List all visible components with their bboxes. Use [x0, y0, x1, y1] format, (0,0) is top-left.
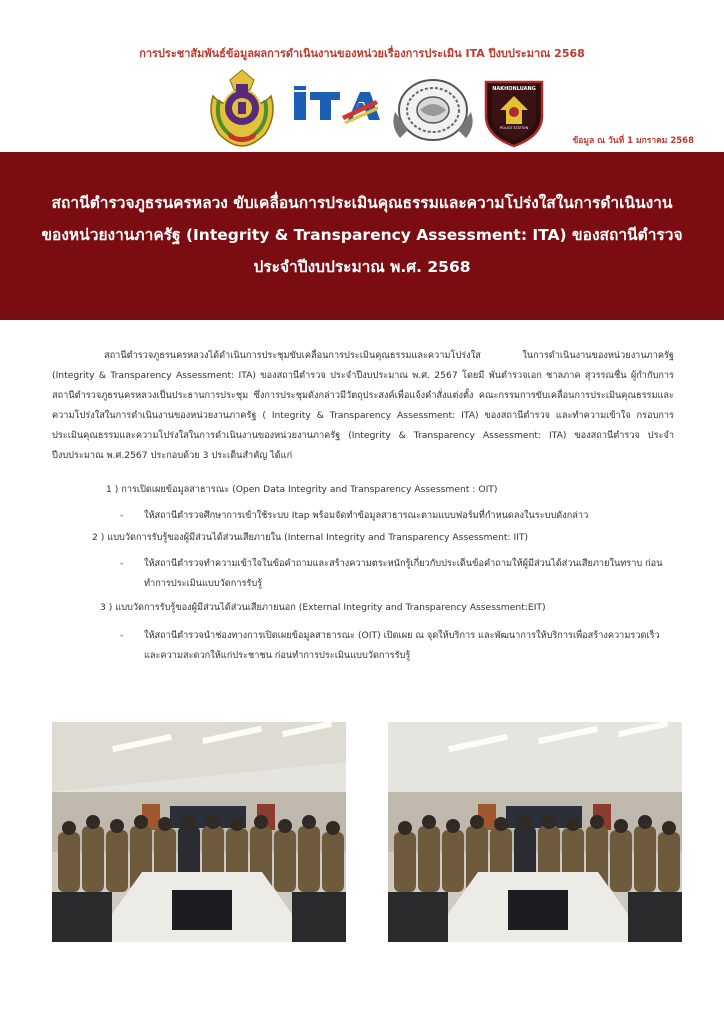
item-1-bullet [120, 506, 676, 526]
nakhonluang-police-badge [482, 76, 546, 148]
intro-paragraph: สถานีตำรวจภูธรนครหลวงได้ดำเนินการประชุมขับเคลื่อนการประเมินคุณธรรมและความโปร่งใส ในการดำเนินงานของหน่วยงานภาครัฐ (Integrity & Transparency Assessment: ITA) ของสถานีตำรวจ ประจำปีงบประมาณ พ.ศ. 2567 โดยมี พันตำรวจเอก ชาลภาค สุวรรณชื่น ผู้กำกับการสถานีตำรวจภูธรนครหลวงเป็นประธานการประชุม ซึ่งการประชุมดังกล่าวมีวัตถุประสงค์เพื่อแจ้งคำสั่งแต่งตั้ง คณะกรรมการขับเคลื่อนการประเมินคุณธรรมและความโปร่งใสในการดำเนินงานของหน่วยงานภาครัฐ ( Integrity & Transparency Assessment: ITA) ของสถานีตำรวจ และทำความเข้าใจ กรอบการประเมินคุณธรรมและความโปร่งใสในการดำเนินงานของหน่วยงานภาครัฐ (Integrity & Transparency Assessment: ITA) ของสถานีตำรวจ ประจำปีงบประมาณ พ.ศ.2567 ประกอบด้วย 3 ประเด็นสำคัญ ได้แก่ [52, 350, 674, 461]
banner-line-2: ของหน่วยงานภาครัฐ (Integrity & Transparency Assessment: ITA) ของสถานีตำรวจ [41, 226, 683, 244]
badge-bottom-text: POLICE STATION [499, 126, 529, 130]
badge-top-text: NAKHONLUANG [492, 86, 536, 92]
item-2-bullet [120, 554, 676, 594]
header-title: การประชาสัมพันธ์ข้อมูลผลการดำเนินงานของหน่วยเรื่องการประเมิน ITA ปีงบประมาณ 2568 [139, 47, 585, 60]
item-3-bullet [120, 626, 676, 666]
item-2-heading: 2 ) แบบวัดการรับรู้ของผู้มีส่วนได้ส่วนเสียภายใน (Internal Integrity and Transparency Assessment: IIT) [92, 532, 529, 543]
item-1-bullet-text: ให้สถานีตำรวจศึกษาการเข้าใช้ระบบ Itap พร้อมจัดทำข้อมูลสาธารณะตามแบบฟอร์มที่กำหนดลงในระบบดังกล่าว [144, 510, 589, 521]
item-2-bullet-text: ให้สถานีตำรวจทำความเข้าใจในข้อคำถามและสร้างความตระหนักรู้เกี่ยวกับประเด็นข้อคำถามให้ผู้มีส่วนได้ส่วนเสียภายในทราบ ก่อนทำการประเมินแบบวัดการรับรู้ [144, 558, 663, 589]
meeting-photo-right [388, 722, 682, 942]
ita-logo [292, 86, 380, 126]
banner-line-1: สถานีตำรวจภูธรนครหลวง ขับเคลื่อนการประเมินคุณธรรมและความโปร่งใสในการดำเนินงาน [51, 194, 673, 212]
item-1-heading: 1 ) การเปิดเผยข้อมูลสาธารณะ (Open Data Integrity and Transparency Assessment : OIT) [106, 484, 498, 495]
meeting-photo-left [52, 722, 346, 942]
item-3-heading: 3 ) แบบวัดการรับรู้ของผู้มีส่วนได้ส่วนเสียภายนอก (External Integrity and Transparency Assessment:EIT) [100, 602, 546, 613]
bullet-dash: - [120, 630, 124, 641]
bullet-dash: - [120, 558, 124, 569]
banner-line-3: ประจำปีงบประมาณ พ.ศ. 2568 [253, 258, 471, 276]
date-note: ข้อมูล ณ วันที่ 1 มกราคม 2568 [572, 136, 694, 146]
bullet-dash: - [120, 510, 124, 521]
department-seal-logo [390, 74, 476, 144]
item-3-bullet-text: ให้สถานีตำรวจนำช่องทางการเปิดเผยข้อมูลสาธารณะ (OIT) เปิดเผย ณ จุดให้บริการ และพัฒนาการให้บริการเพื่อสร้างความรวดเร็วและความสะดวกให้แก่ประชาชน ก่อนทำการประเมินแบบวัดการรับรู้ [144, 630, 660, 661]
banner-title [28, 187, 696, 283]
police-emblem-logo [205, 66, 279, 148]
